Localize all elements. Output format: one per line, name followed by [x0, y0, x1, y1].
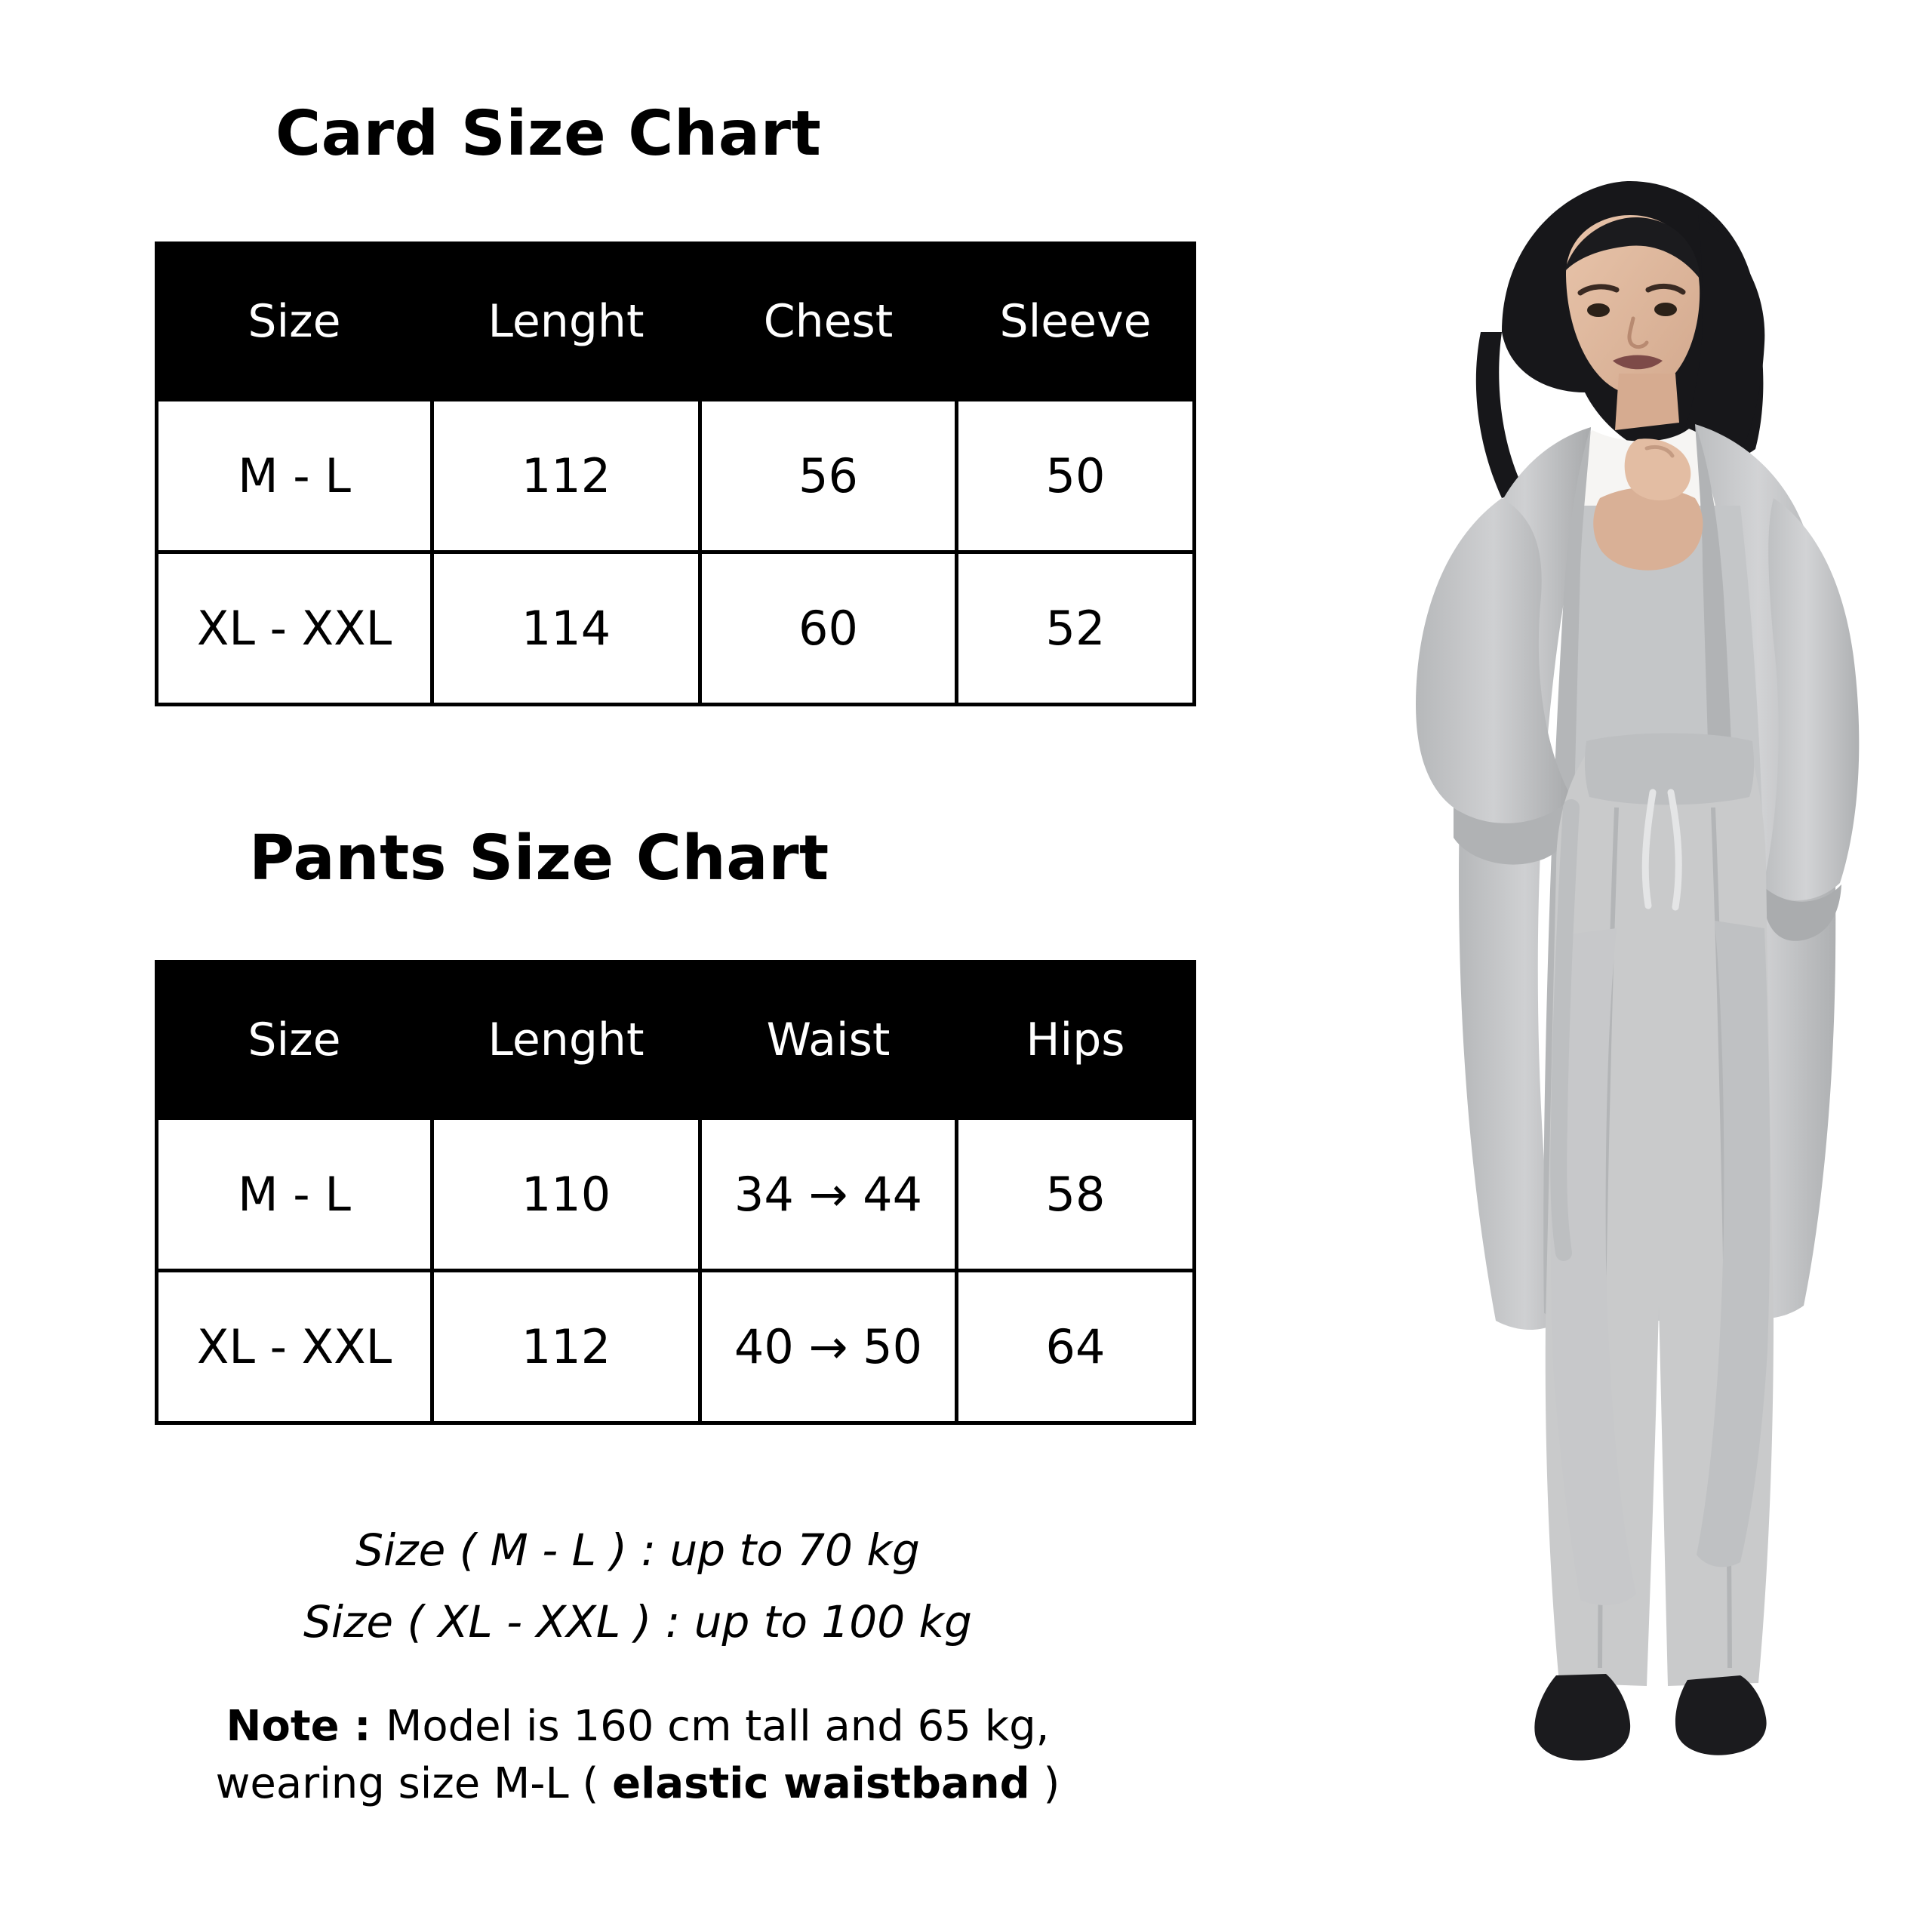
- cell-chest: 60: [700, 552, 957, 705]
- shoe-left: [1534, 1674, 1630, 1761]
- cell-lenght: 114: [432, 552, 700, 705]
- shoe-right: [1675, 1675, 1767, 1755]
- cell-size: XL - XXL: [157, 1271, 432, 1423]
- cell-sleeve: 52: [957, 552, 1195, 705]
- cell-size: M - L: [157, 400, 432, 552]
- cell-lenght: 112: [432, 400, 700, 552]
- table-header-row: [157, 244, 1195, 400]
- table-row: [157, 1271, 1195, 1423]
- table-row: [157, 552, 1195, 705]
- cell-lenght: 112: [432, 1271, 700, 1423]
- size-note-xl: [0, 1596, 1275, 1647]
- model-note-highlight: elastic waistband: [612, 1758, 1030, 1808]
- table-row: [157, 1118, 1195, 1271]
- pants-size-chart-title: Pants Size Chart: [249, 823, 829, 894]
- cell-sleeve: 50: [957, 400, 1195, 552]
- model-arm: [1593, 488, 1703, 571]
- model-note-line-2: [0, 1755, 1275, 1813]
- card-size-chart-title: Card Size Chart: [275, 98, 822, 170]
- size-note-xl-value: up to 100 kg: [694, 1596, 972, 1647]
- model-note: [0, 1698, 1275, 1812]
- column-header-hips: Hips: [957, 962, 1195, 1118]
- cell-lenght: 110: [432, 1118, 700, 1271]
- cell-waist: 34 → 44: [700, 1118, 957, 1271]
- cell-hips: 58: [957, 1118, 1195, 1271]
- model-photo-column: [1275, 0, 1932, 1932]
- size-note-ml: [0, 1524, 1275, 1576]
- model-note-label: Note :: [226, 1702, 386, 1751]
- column-header-lenght: Lenght: [432, 962, 700, 1118]
- model-note-line-1: [0, 1698, 1275, 1755]
- column-header-chest: Chest: [700, 244, 957, 400]
- cell-hips: 64: [957, 1271, 1195, 1423]
- column-header-size: Size: [157, 962, 432, 1118]
- cell-waist: 40 → 50: [700, 1271, 957, 1423]
- size-note-ml-value: up to 70 kg: [669, 1524, 920, 1576]
- column-header-size: Size: [157, 244, 432, 400]
- model-note-text: Model is 160 cm tall and 65 kg,: [386, 1702, 1050, 1751]
- pants-size-table: [155, 960, 1196, 1425]
- model-note-text-suffix: ): [1029, 1758, 1060, 1808]
- cell-size: M - L: [157, 1118, 432, 1271]
- model-note-text-prefix: wearing size M-L (: [215, 1758, 613, 1808]
- card-size-table: [155, 242, 1196, 706]
- column-header-sleeve: Sleeve: [957, 244, 1195, 400]
- column-header-lenght: Lenght: [432, 244, 700, 400]
- cell-chest: 56: [700, 400, 957, 552]
- model-photo: [1275, 143, 1932, 1826]
- size-note-ml-label: Size ( M - L ) :: [355, 1524, 670, 1576]
- cell-size: XL - XXL: [157, 552, 432, 705]
- table-header-row: [157, 962, 1195, 1118]
- size-note-xl-label: Size ( XL - XXL ) :: [303, 1596, 694, 1647]
- column-header-waist: Waist: [700, 962, 957, 1118]
- table-row: [157, 400, 1195, 552]
